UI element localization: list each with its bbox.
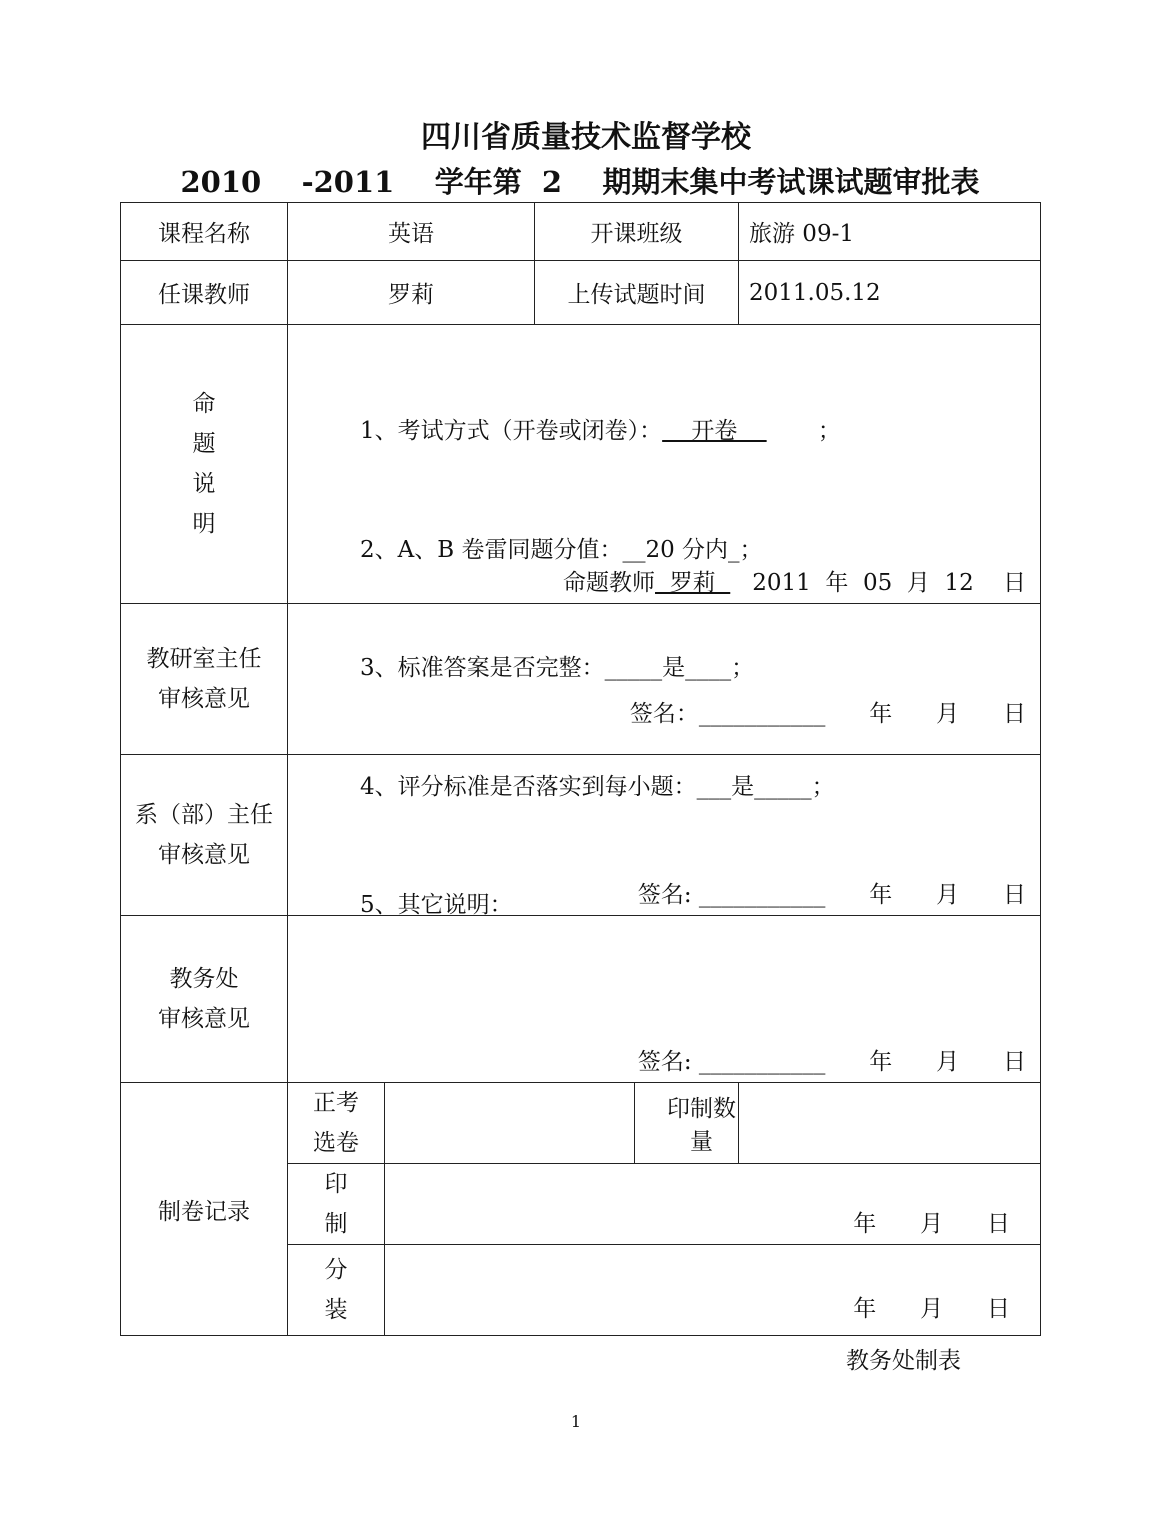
exam-selection-value [385, 1083, 635, 1164]
course-row [121, 203, 1041, 261]
print-quantity-value [739, 1083, 1041, 1164]
proposition-teacher-name: 罗莉 [655, 570, 731, 596]
approval-form-table [120, 202, 1041, 1336]
note-item-4: 4、评分标准是否落实到每小题：___是_____； [360, 773, 835, 800]
dept-review-label: 教研室主任 审核意见 [121, 604, 288, 755]
course-name-value: 英语 [288, 203, 535, 261]
note-item-1: 1、考试方式（开卷或闭卷）： 开卷 ； [360, 418, 841, 444]
proposition-label [121, 325, 288, 604]
print-quantity-label: 印制数量 [635, 1083, 739, 1164]
proposition-row [121, 325, 1041, 604]
teacher-row [121, 261, 1041, 325]
dept-review-row [121, 604, 1041, 755]
dept-review-signature: 签名：___________ 年 月 日 [629, 701, 1026, 727]
answer-complete-value: _____是____ [604, 655, 732, 681]
teacher-value: 罗莉 [288, 261, 535, 325]
faculty-review-content [288, 755, 1041, 916]
print-content [385, 1164, 1041, 1245]
pack-label: 分 装 [288, 1245, 385, 1336]
upload-time-value: 2011.05.12 [739, 261, 1041, 325]
page-number: 1 [570, 1412, 582, 1431]
grading-standard-value: ___是_____ [696, 773, 812, 800]
note-item-3: 3、标准答案是否完整：_____是____； [360, 655, 755, 681]
office-review-signature: 签名: ___________ 年 月 日 [637, 1049, 1026, 1075]
document-subtitle: 2010 -2011 学年第 2 期期末集中考试课试题审批表 [180, 165, 980, 199]
faculty-review-signature: 签名: ___________ 年 月 日 [637, 882, 1026, 908]
proposition-label-char: 说 [192, 471, 216, 497]
proposition-label-char: 题 [192, 431, 216, 457]
faculty-review-label: 系（部）主任 审核意见 [121, 755, 288, 916]
pack-date: 年 月 日 [853, 1296, 1010, 1322]
note-item-5: 5、其它说明： [360, 892, 513, 918]
class-label: 开课班级 [535, 203, 739, 261]
exam-selection-label: 正考 选卷 [288, 1083, 385, 1164]
office-review-label: 教务处 审核意见 [121, 916, 288, 1083]
print-date: 年 月 日 [853, 1211, 1010, 1237]
course-name-label: 课程名称 [121, 203, 288, 261]
faculty-review-row [121, 755, 1041, 916]
print-label: 印 制 [288, 1164, 385, 1245]
proposition-signature: 命题教师 罗莉 2011 年 05 月 12 日 [563, 570, 1026, 596]
production-select-row [121, 1083, 1041, 1164]
teacher-label: 任课教师 [121, 261, 288, 325]
similar-score-value: __20 分内_ [622, 536, 740, 563]
exam-mode-value: 开卷 [662, 418, 767, 444]
dept-review-content [288, 604, 1041, 755]
upload-time-label: 上传试题时间 [535, 261, 739, 325]
document-title: 四川省质量技术监督学校 [421, 120, 751, 155]
pack-content [385, 1245, 1041, 1336]
proposition-label-char: 命 [192, 391, 216, 417]
proposition-label-char: 明 [192, 511, 216, 537]
production-record-label: 制卷记录 [121, 1083, 288, 1336]
note-item-2: 2、A、B 卷雷同题分值：__20 分内_； [360, 536, 763, 563]
office-review-row [121, 916, 1041, 1083]
office-review-content [288, 916, 1041, 1083]
form-maker-note: 教务处制表 [846, 1348, 961, 1374]
class-value: 旅游 09-1 [739, 203, 1041, 261]
